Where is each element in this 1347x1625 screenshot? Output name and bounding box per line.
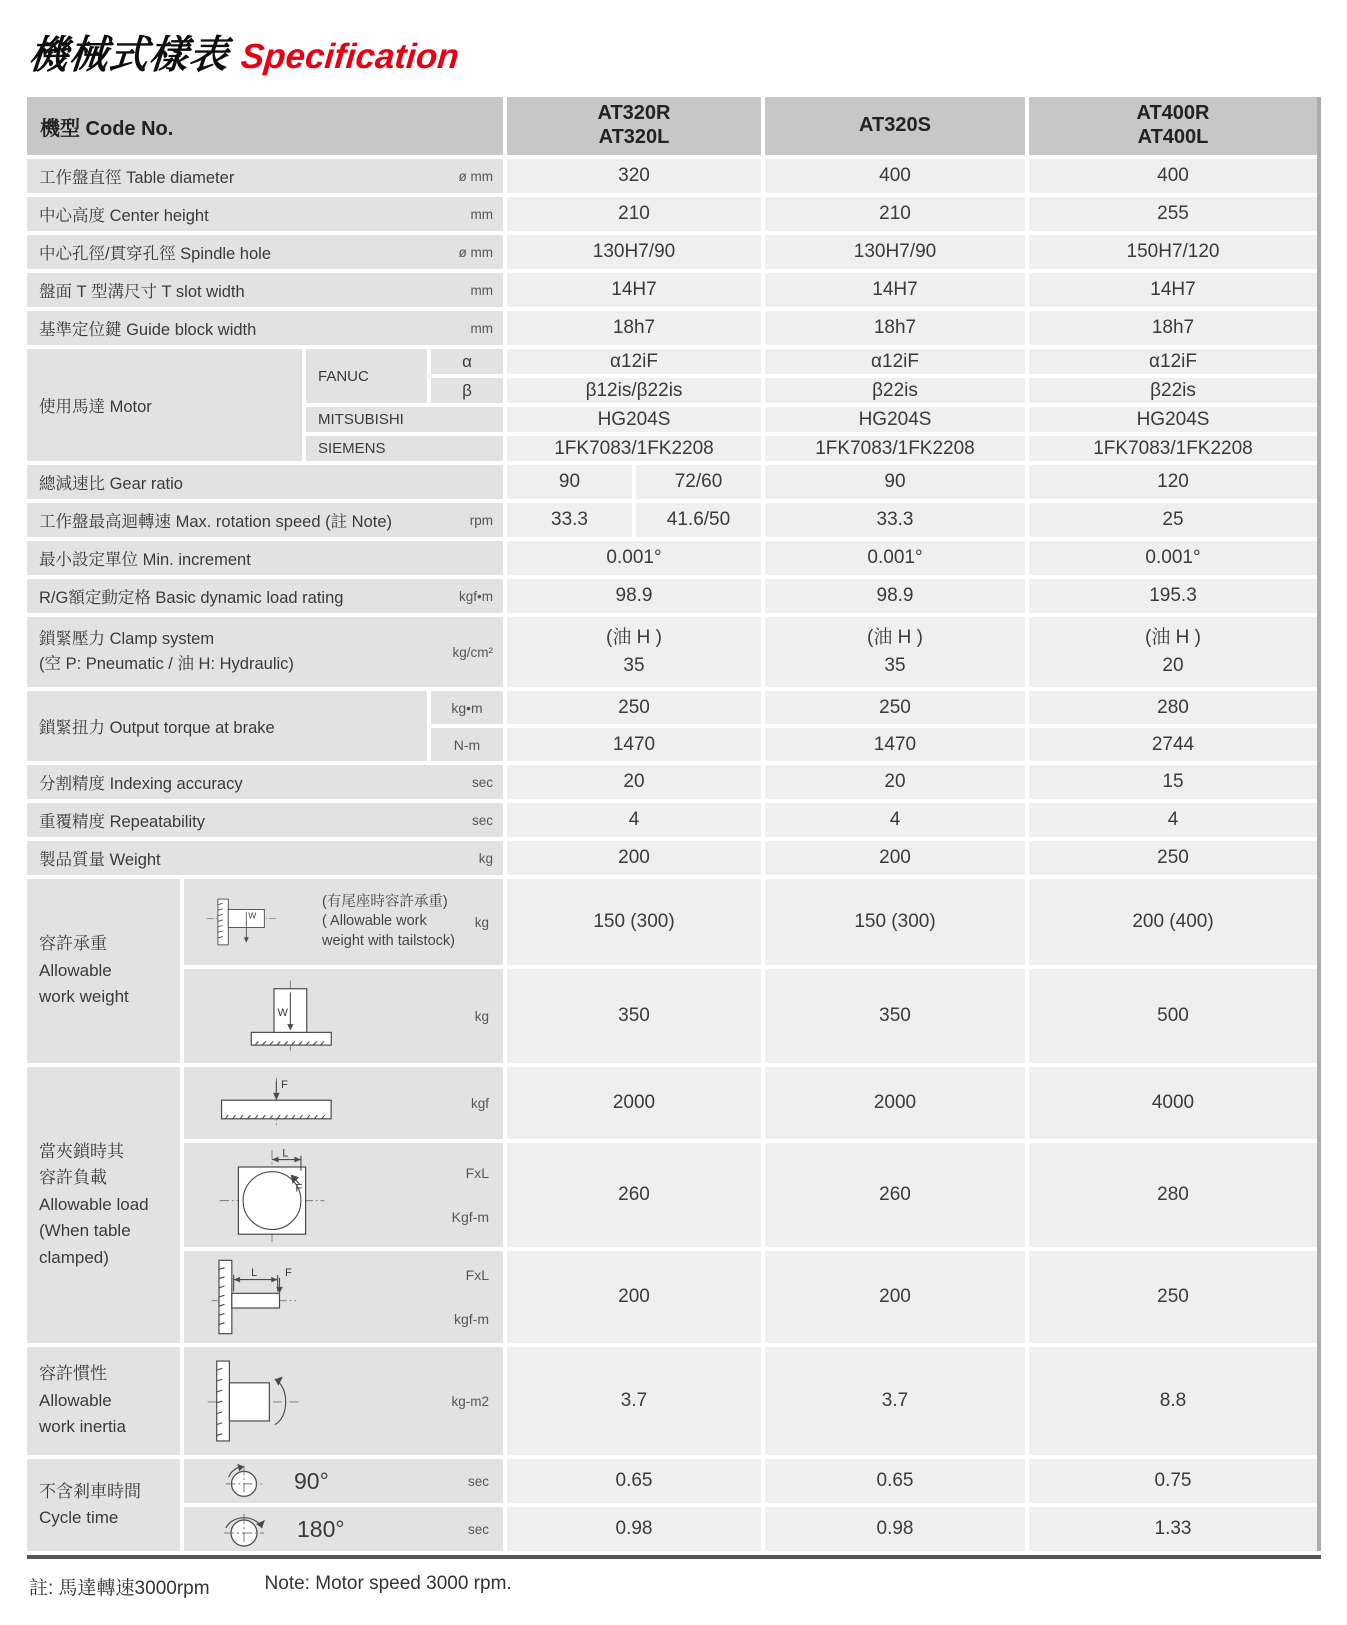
torque-kgm-row (431, 691, 1317, 724)
value-cell: 3.7 (765, 1347, 1025, 1455)
value-cell: 1FK7083/1FK2208 (507, 436, 761, 461)
row-indexing (27, 765, 1317, 799)
value-cell: α12iF (507, 349, 761, 374)
value-cell: 3.7 (507, 1347, 761, 1455)
row-label: R/G額定動定格 Basic dynamic load rating (39, 589, 344, 607)
row-unit: kg/cm² (452, 644, 493, 660)
motor-label: 使用馬達 Motor (39, 398, 152, 416)
value-cell: 0.65 (507, 1459, 761, 1503)
value-cell: 0.75 (1029, 1459, 1317, 1503)
page-title-en: Specification (239, 37, 461, 76)
row-repeatability (27, 803, 1317, 837)
section-torque (27, 691, 1317, 761)
clamp-type: (油 H ) (1145, 626, 1201, 648)
row-label: 中心孔徑/貫穿孔徑 Spindle hole (39, 245, 271, 263)
row-gear-ratio (27, 465, 1317, 499)
value-cell (1029, 617, 1317, 687)
footnote (29, 1573, 1347, 1600)
clamped-load-label (27, 1067, 180, 1343)
value-cell: 260 (507, 1143, 761, 1247)
value-cell: 350 (507, 969, 761, 1063)
unit-text: Kgf-m (451, 1209, 489, 1225)
value-cell: 33.3 (507, 503, 632, 537)
table-bottom-rule (27, 1555, 1321, 1559)
value-cell: 4000 (1029, 1067, 1317, 1139)
row-unit: sec (471, 812, 493, 828)
value-cell: 0.001° (765, 541, 1025, 575)
row-min-increment (27, 541, 1317, 575)
overhang-moment-diagram (208, 1254, 318, 1340)
value-cell: 210 (507, 197, 761, 231)
diagram-cell (184, 1459, 503, 1503)
row-spindle-hole (27, 235, 1317, 269)
value-cell: 33.3 (765, 503, 1025, 537)
clamped-load-overhang-row (184, 1251, 1317, 1343)
row-label: 分割精度 Indexing accuracy (39, 775, 243, 793)
diagram-cell (184, 1251, 503, 1343)
row-label-cell (27, 159, 503, 193)
value-cell: 2744 (1029, 728, 1317, 761)
section-inertia (27, 1347, 1317, 1455)
motor-brand-fanuc: FANUC (306, 349, 427, 403)
clamped-load-axial-row (184, 1067, 1317, 1139)
value-cell: 195.3 (1029, 579, 1317, 613)
row-unit: sec (467, 1521, 489, 1537)
clamped-load-rows (184, 1067, 1317, 1343)
value-cell: 90 (507, 465, 632, 499)
section-motor (27, 349, 1317, 461)
row-unit: mm (470, 320, 493, 336)
model-line: AT320S (859, 114, 931, 137)
section-label-line: work inertia (39, 1417, 126, 1437)
value-cell: 0.65 (765, 1459, 1025, 1503)
motor-mitsubishi-row (306, 407, 1317, 432)
row-label: 最小設定單位 Min. increment (39, 551, 251, 569)
row-unit: rpm (469, 512, 493, 528)
svg-text:L: L (251, 1266, 258, 1279)
value-cell: 4 (507, 803, 761, 837)
work-weight-rows (184, 879, 1317, 1063)
value-cell: 200 (765, 841, 1025, 875)
axial-force-diagram (216, 1074, 346, 1132)
value-cell: 18h7 (507, 311, 761, 345)
value-cell: 210 (765, 197, 1025, 231)
work-weight-tailstock-row (184, 879, 1317, 965)
value-cell: 250 (507, 691, 761, 724)
value-cell: 15 (1029, 765, 1317, 799)
value-cell (765, 617, 1025, 687)
footnote-en: Note: Motor speed 3000 rpm. (264, 1573, 512, 1594)
section-clamped-load (27, 1067, 1317, 1343)
section-label-line: 容許慣性 (39, 1364, 107, 1384)
row-unit: mm (470, 206, 493, 222)
value-cell: 18h7 (1029, 311, 1317, 345)
work-weight-vertical-row (184, 969, 1317, 1063)
cycle-90-row (184, 1459, 1317, 1503)
value-cell: 4 (1029, 803, 1317, 837)
radial-moment-diagram (216, 1146, 328, 1244)
svg-text:W: W (248, 910, 257, 921)
motor-brand-siemens: SIEMENS (306, 436, 503, 461)
value-cell: 260 (765, 1143, 1025, 1247)
clamped-load-radial-row (184, 1143, 1317, 1247)
inertia-label (27, 1347, 180, 1455)
value-cell: α12iF (1029, 349, 1317, 374)
value-cell: 14H7 (507, 273, 761, 307)
section-label-line: Allowable (39, 1390, 112, 1410)
value-cell: 18h7 (765, 311, 1025, 345)
svg-text:L: L (282, 1147, 289, 1160)
section-work-weight (27, 879, 1317, 1063)
rotate-90-icon (220, 1460, 268, 1502)
row-unit: kgf (470, 1095, 489, 1111)
model-line: AT400R (1136, 102, 1210, 125)
row-unit: kg (474, 914, 489, 930)
value-cell: 2000 (507, 1067, 761, 1139)
section-label-line: Cycle time (39, 1508, 119, 1527)
header-code-no-text: 機型 Code No. (40, 117, 174, 140)
clamp-label (39, 627, 294, 677)
motor-fanuc-rows (306, 349, 1317, 403)
header-code-no (27, 97, 503, 155)
rotate-180-icon (217, 1507, 271, 1551)
value-cell: 25 (1029, 503, 1317, 537)
section-cycle-time (27, 1459, 1317, 1551)
header-model-1 (507, 97, 761, 155)
torque-nm-row (431, 728, 1317, 761)
value-cell: 200 (507, 1251, 761, 1343)
row-label-cell (27, 273, 503, 307)
work-inertia-diagram (204, 1353, 322, 1449)
motor-alpha-row (431, 349, 1317, 374)
value-cell (507, 617, 761, 687)
row-table-diameter (27, 159, 1317, 193)
model-line: AT320L (598, 126, 670, 148)
row-label: 製品質量 Weight (39, 851, 161, 869)
row-label-cell (27, 579, 503, 613)
row-unit: mm (470, 282, 493, 298)
section-label-line: 容許負載 (39, 1168, 107, 1188)
value-cell: 8.8 (1029, 1347, 1317, 1455)
row-label-cell (27, 197, 503, 231)
section-label-line: Allowable load (39, 1194, 149, 1214)
value-cell: 250 (1029, 1251, 1317, 1343)
row-unit: sec (467, 1473, 489, 1489)
motor-label-cell (27, 349, 302, 461)
section-label-line: 容許承重 (39, 934, 107, 954)
diagram-cell (184, 969, 503, 1063)
value-cell: 250 (765, 691, 1025, 724)
row-clamp-system (27, 617, 1317, 687)
row-weight (27, 841, 1317, 875)
row-load-rating (27, 579, 1317, 613)
value-cell: 320 (507, 159, 761, 193)
row-guide-block (27, 311, 1317, 345)
note-line-text: ( Allowable work (322, 913, 427, 930)
value-cell: 98.9 (507, 579, 761, 613)
value-cell: 0.001° (507, 541, 761, 575)
torque-label: 鎖緊扭力 Output torque at brake (39, 719, 275, 737)
row-max-speed (27, 503, 1317, 537)
row-label-cell (27, 765, 503, 799)
svg-text:F: F (295, 1182, 303, 1195)
beta-symbol: β (431, 378, 503, 403)
row-label: 中心高度 Center height (39, 207, 209, 225)
note-line-text: weight with tailstock) (322, 932, 455, 949)
motor-brand-mitsubishi: MITSUBISHI (306, 407, 503, 432)
note-line-text: (有尾座時容許承重) (322, 894, 448, 911)
work-weight-label (27, 879, 180, 1063)
clamp-type: (油 H ) (606, 626, 662, 648)
row-label-cell (27, 617, 503, 687)
alpha-symbol: α (431, 349, 503, 374)
section-label-line: clamped) (39, 1247, 109, 1267)
svg-text:W: W (277, 1007, 288, 1019)
cycle-time-label (27, 1459, 180, 1551)
value-cell: 280 (1029, 691, 1317, 724)
model-line: AT400L (1137, 126, 1209, 148)
value-cell: α12iF (765, 349, 1025, 374)
value-cell: β22is (765, 378, 1025, 403)
value-cell: 1.33 (1029, 1507, 1317, 1551)
value-cell: 98.9 (765, 579, 1025, 613)
value-cell: β12is/β22is (507, 378, 761, 403)
clamp-pressure: 35 (623, 655, 645, 676)
value-cell: 2000 (765, 1067, 1025, 1139)
tailstock-load-diagram (204, 886, 308, 958)
motor-beta-row (431, 378, 1317, 403)
clamp-label-line: 鎖緊壓力 Clamp system (39, 630, 215, 649)
row-label-cell (27, 311, 503, 345)
section-label-line: Allowable (39, 960, 112, 980)
torque-label-cell (27, 691, 427, 761)
row-unit: kg-m2 (451, 1393, 489, 1409)
motor-siemens-row (306, 436, 1317, 461)
value-cell: 200 (765, 1251, 1025, 1343)
value-cell: 0.98 (507, 1507, 761, 1551)
clamp-pressure: 35 (884, 655, 906, 676)
row-label: 工作盤直徑 Table diameter (39, 169, 235, 187)
row-label: 總減速比 Gear ratio (39, 475, 183, 493)
value-cell: 130H7/90 (765, 235, 1025, 269)
vertical-load-diagram (244, 974, 344, 1058)
row-label: 盤面 T 型溝尺寸 T slot width (39, 283, 245, 301)
row-label-cell (27, 465, 503, 499)
diagram-cell (184, 1507, 503, 1551)
value-cell: 150 (300) (765, 879, 1025, 965)
value-cell: 41.6/50 (636, 503, 761, 537)
value-cell: 400 (1029, 159, 1317, 193)
value-cell: 200 (400) (1029, 879, 1317, 965)
row-label: 重覆精度 Repeatability (39, 813, 205, 831)
spec-table (27, 97, 1321, 1551)
value-cell: HG204S (765, 407, 1025, 432)
row-label-cell (27, 803, 503, 837)
footnote-zh: 註: 馬達轉速3000rpm (29, 1578, 210, 1599)
section-label-line: (When table (39, 1221, 131, 1241)
tailstock-note (322, 893, 455, 950)
diagram-cell (184, 1143, 503, 1247)
clamp-pressure: 20 (1162, 655, 1184, 676)
value-cell: 72/60 (636, 465, 761, 499)
value-cell: 90 (765, 465, 1025, 499)
row-label-cell (27, 841, 503, 875)
value-cell: 1470 (765, 728, 1025, 761)
model-line: AT320R (597, 102, 671, 125)
value-cell: 255 (1029, 197, 1317, 231)
value-cell: 500 (1029, 969, 1317, 1063)
unit-stack (454, 1267, 489, 1327)
value-cell: 0.001° (1029, 541, 1317, 575)
cycle-180-row (184, 1507, 1317, 1551)
torque-unit: N-m (431, 728, 503, 761)
section-label-line: 不含剎車時間 (39, 1481, 141, 1501)
page-title (26, 24, 1347, 80)
value-cell: 250 (1029, 841, 1317, 875)
value-cell: 14H7 (1029, 273, 1317, 307)
section-label-line: work weight (39, 987, 129, 1007)
torque-unit: kg•m (431, 691, 503, 724)
row-label-cell (27, 503, 503, 537)
row-unit: ø mm (458, 168, 493, 184)
value-cell: HG204S (507, 407, 761, 432)
value-cell: 20 (507, 765, 761, 799)
header-model-2 (765, 97, 1025, 155)
value-cell: 150H7/120 (1029, 235, 1317, 269)
row-unit: kgf•m (459, 588, 493, 604)
diagram-cell (184, 1067, 503, 1139)
row-center-height (27, 197, 1317, 231)
row-t-slot (27, 273, 1317, 307)
value-cell: 1FK7083/1FK2208 (765, 436, 1025, 461)
row-unit: kg (478, 850, 493, 866)
value-cell: 14H7 (765, 273, 1025, 307)
value-cell: 280 (1029, 1143, 1317, 1247)
row-unit: sec (471, 774, 493, 790)
value-cell: 1470 (507, 728, 761, 761)
row-label-cell (27, 541, 503, 575)
value-cell: 20 (765, 765, 1025, 799)
value-cell: HG204S (1029, 407, 1317, 432)
fanuc-sub-rows (431, 349, 1317, 403)
angle-label: 90° (294, 1467, 329, 1494)
value-cell: 120 (1029, 465, 1317, 499)
row-label: 基準定位鍵 Guide block width (39, 321, 257, 339)
diagram-cell (184, 879, 503, 965)
value-cell: 200 (507, 841, 761, 875)
page-title-zh: 機械式樣表 (26, 34, 231, 77)
value-cell: 150 (300) (507, 879, 761, 965)
svg-text:F: F (285, 1266, 292, 1279)
torque-rows (431, 691, 1317, 761)
row-unit: kg (474, 1008, 489, 1024)
row-unit: ø mm (458, 244, 493, 260)
clamp-type: (油 H ) (867, 626, 923, 648)
value-cell: 400 (765, 159, 1025, 193)
row-label: 工作盤最高迴轉速 Max. rotation speed (註 Note) (39, 513, 393, 531)
angle-label: 180° (297, 1515, 345, 1542)
cycle-time-rows (184, 1459, 1317, 1551)
clamp-label-line: (空 P: Pneumatic / 油 H: Hydraulic) (39, 655, 294, 673)
value-cell: 4 (765, 803, 1025, 837)
value-cell: 350 (765, 969, 1025, 1063)
section-label-line: 當夾鎖時其 (39, 1142, 124, 1162)
value-cell: 1FK7083/1FK2208 (1029, 436, 1317, 461)
motor-rows (306, 349, 1317, 461)
value-cell: 130H7/90 (507, 235, 761, 269)
row-label-cell (27, 235, 503, 269)
unit-stack (452, 1165, 489, 1225)
unit-text: FxL (465, 1267, 489, 1283)
header-row (27, 97, 1317, 155)
unit-text: FxL (465, 1165, 489, 1181)
value-cell: 0.98 (765, 1507, 1025, 1551)
value-cell: β22is (1029, 378, 1317, 403)
header-model-3 (1029, 97, 1317, 155)
diagram-cell (184, 1347, 503, 1455)
svg-text:F: F (281, 1079, 288, 1092)
unit-text: kgf-m (454, 1311, 489, 1327)
